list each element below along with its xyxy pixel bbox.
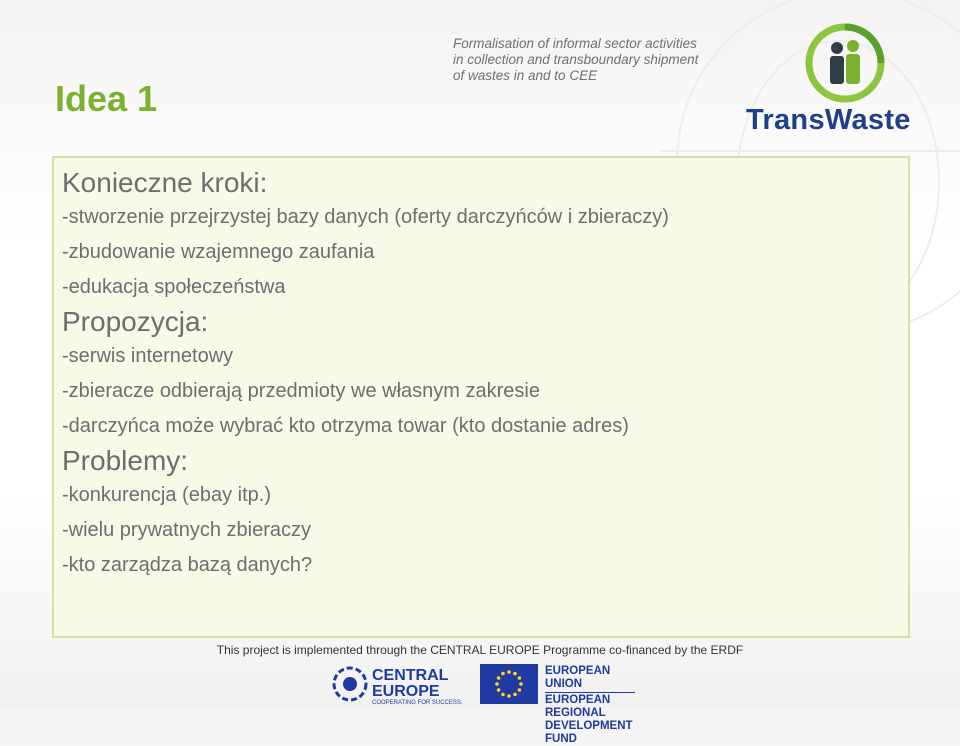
list-item: -konkurencja (ebay itp.) xyxy=(62,484,271,506)
section-heading: Konieczne kroki: xyxy=(62,167,268,198)
list-item: -kto zarządza bazą danych? xyxy=(62,554,313,576)
eu-flag-icon xyxy=(480,664,538,704)
subtitle-line: of wastes in and to CEE xyxy=(453,68,598,83)
central-europe-logo-icon xyxy=(330,662,470,706)
transwaste-logo-icon xyxy=(800,18,890,108)
list-item: -zbieracze odbierają przedmioty we własnym zakresie xyxy=(62,380,540,402)
footer-note-text: This project is implemented through the CENTRAL EUROPE Programme co-financed by the ERDF xyxy=(216,643,744,657)
brand-name: TransWaste xyxy=(746,104,911,136)
eu-line2: EUROPEAN REGIONAL xyxy=(545,694,611,719)
list-item: -stworzenie przejrzystej bazy danych (oferty darczyńców i zbieraczy) xyxy=(62,206,669,228)
subtitle-line: Formalisation of informal sector activities xyxy=(453,36,697,51)
list-item: -serwis internetowy xyxy=(62,345,234,367)
list-item: -zbudowanie wzajemnego zaufania xyxy=(62,241,375,263)
eu-fund-label xyxy=(545,665,635,746)
content-panel xyxy=(52,156,910,638)
list-item: -edukacja społeczeństwa xyxy=(62,276,286,298)
eu-divider xyxy=(545,692,635,693)
ce-logo-line2: EUROPE xyxy=(372,683,440,700)
globe-equator-decoration xyxy=(660,150,960,152)
ce-logo-tagline: COOPERATING FOR SUCCESS. xyxy=(372,700,463,706)
subtitle-line: in collection and transboundary shipment xyxy=(453,52,699,67)
ce-logo-line1: CENTRAL xyxy=(372,667,449,684)
list-item: -wielu prywatnych zbieraczy xyxy=(62,519,311,541)
footer-note xyxy=(0,643,960,657)
eu-line3: DEVELOPMENT FUND xyxy=(545,720,633,745)
section-heading: Propozycja: xyxy=(62,306,209,337)
project-subtitle xyxy=(453,36,698,84)
list-item: -darczyńca może wybrać kto otrzyma towar (kto dostanie adres) xyxy=(62,415,629,437)
slide-title: Idea 1 xyxy=(55,78,158,119)
section-heading: Problemy: xyxy=(62,445,189,476)
eu-line1: EUROPEAN UNION xyxy=(545,665,611,690)
